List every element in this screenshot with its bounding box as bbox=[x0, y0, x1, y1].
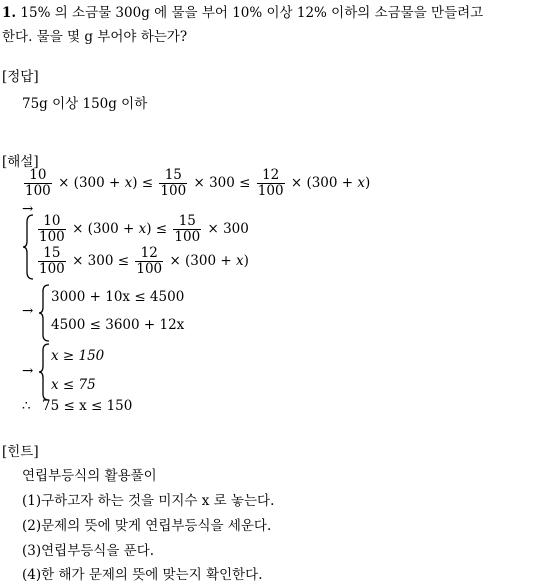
left-brace-3 bbox=[38, 343, 50, 401]
final-result: 75 ≤ x ≤ 150 bbox=[42, 398, 133, 414]
system3-line-b: x ≤ 75 bbox=[51, 377, 96, 393]
answer-text: 75g 이상 150g 이하 bbox=[22, 96, 148, 112]
system3-line-a: x ≥ 150 bbox=[51, 348, 105, 364]
hint-step-1: (1)구하고자 하는 것을 미지수 x 로 놓는다. bbox=[22, 493, 275, 509]
answer-label: [정답] bbox=[2, 69, 39, 85]
solution-label: [해설] bbox=[2, 154, 39, 170]
question-text-line1: 15% 의 소금물 300g 에 물을 부어 10% 이상 12% 이하의 소금물을 만들려고 bbox=[20, 5, 484, 21]
hint-step-3: (3)연립부등식을 푼다. bbox=[22, 543, 155, 559]
system1-line-a: $\frac{10}{100}$ × (300 + x) ≤ $\frac{15}{100}$ × 300 bbox=[39, 213, 249, 245]
question-number: 1. bbox=[2, 5, 17, 21]
system1-line-b: $\frac{15}{100}$ × 300 ≤ $\frac{12}{100}$ × (300 + x) bbox=[39, 245, 249, 277]
system2-line-b: 4500 ≤ 3600 + 12x bbox=[51, 317, 185, 333]
hint-step-4: (4)한 해가 문제의 뜻에 맞는지 확인한다. bbox=[22, 567, 263, 583]
hint-title: 연립부등식의 활용풀이 bbox=[22, 468, 157, 484]
arrow-2: → bbox=[22, 303, 34, 319]
fraction: $\frac{15}{100}$ bbox=[160, 167, 187, 199]
system2-line-a: 3000 + 10x ≤ 4500 bbox=[51, 289, 185, 305]
question bbox=[2, 1, 530, 49]
arrow-3: → bbox=[22, 363, 34, 379]
arrow-1: → bbox=[22, 201, 34, 217]
hint-label: [힌트] bbox=[2, 444, 39, 460]
left-brace-1 bbox=[22, 214, 34, 280]
question-text-line2: 한다. 물을 몇 g 부어야 하는가? bbox=[2, 29, 188, 45]
fraction: $\frac{10}{100}$ bbox=[25, 167, 51, 199]
hint-step-2: (2)문제의 뜻에 맞게 연립부등식을 세운다. bbox=[22, 518, 272, 534]
therefore-symbol: ∴ bbox=[22, 398, 31, 414]
solution-line1: $\frac{10}{100}$ × (300 + x) ≤ $\frac{15}{100}$ × 300 ≤ $\frac{12}{100}$ × (300 + x) bbox=[25, 167, 371, 199]
left-brace-2 bbox=[38, 284, 50, 342]
fraction: $\frac{12}{100}$ bbox=[257, 167, 284, 199]
